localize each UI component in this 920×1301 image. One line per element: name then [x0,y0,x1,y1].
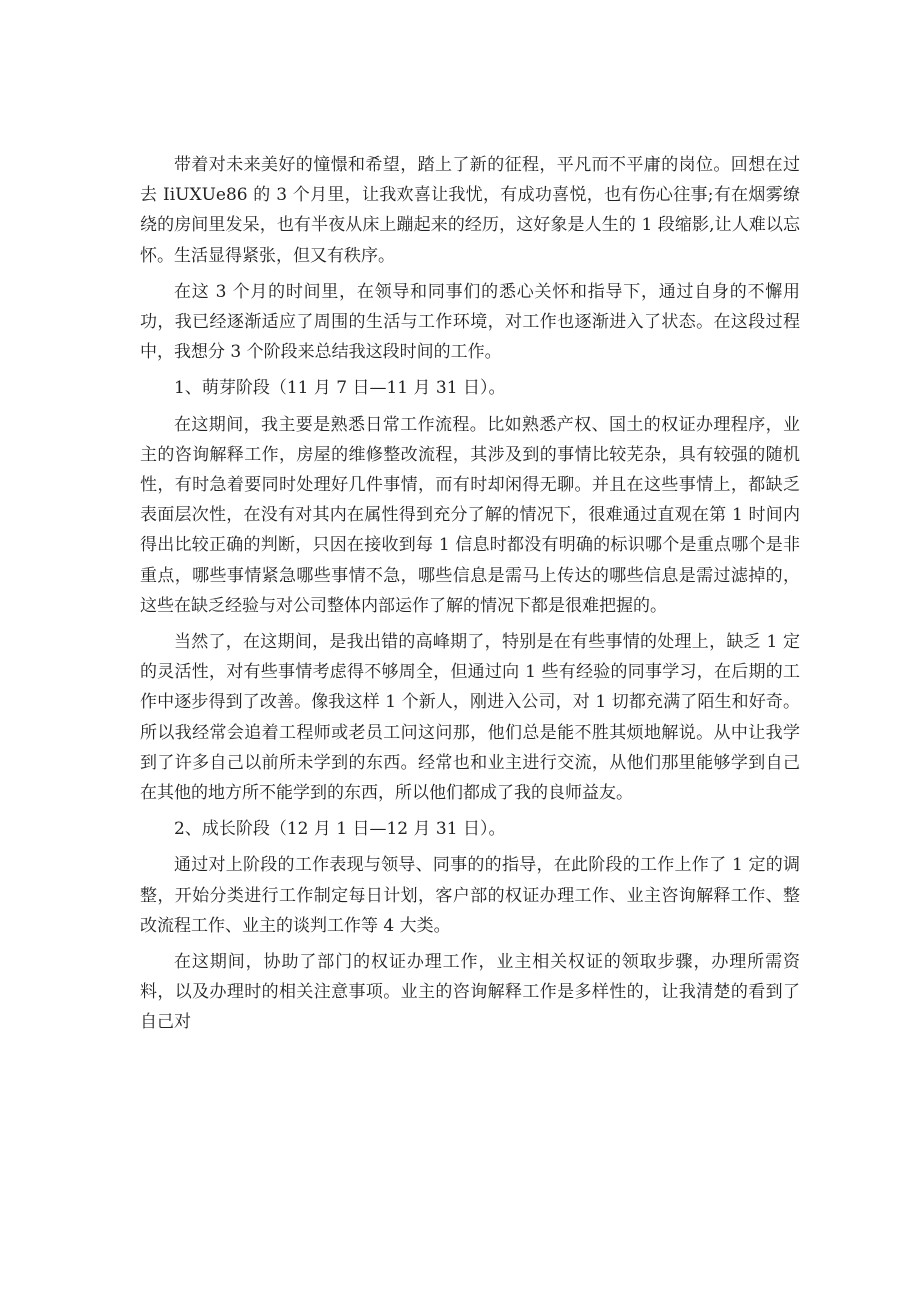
paragraph-growth-stage-work: 在这期间，协助了部门的权证办理工作，业主相关权证的领取步骤，办理所需资料，以及办理时的相关注意事项。业主的咨询解释工作是多样性的，让我清楚的看到了自己对 [140,952,800,1033]
paragraph-overview: 在这 3 个月的时间里，在领导和同事们的悉心关怀和指导下，通过自身的不懈用功，我已经逐渐适应了周围的生活与工作环境，对工作也逐渐进入了状态。在这段过程中，我想分 3 个阶段来总结我这段时间的工作。 [140,281,800,363]
section-heading-growth-stage: 2、成长阶段（12 月 1 日—12 月 31 日）。 [174,819,506,840]
paragraph-sprout-stage-work: 在这期间，我主要是熟悉日常工作流程。比如熟悉产权、国土的权证办理程序，业主的咨询解释工作，房屋的维修整改流程，其涉及到的事情比较芜杂，具有较强的随机性，有时急着要同时处理好几件事情，而有时却闲得无聊。并且在这些事情上，都缺乏表面层次性，在没有对其内在属性得到充分了解的情况下，很难通过直观在第 1 时间内得出比较正确的判断，只因在接收到每 1 信息时都没有明确的标识哪个是重点哪个是非重点，哪些事情紧急哪些事情不急，哪些信息是需马上传达的哪些信息是需过滤掉的，这些在缺乏经验与对公司整体内部运作了解的情况下都是很难把握的。 [140,414,800,616]
paragraph-intro: 带着对未来美好的憧憬和希望，踏上了新的征程，平凡而不平庸的岗位。回想在过去 IiUXUe86 的 3 个月里，让我欢喜让我忧，有成功喜悦，也有伤心往事;有在烟雾缭绕的房间里发呆，也有半夜从床上蹦起来的经历，这好象是人生的 1 段缩影,让人难以忘怀。生活显得紧张，但又有秩序。 [140,155,800,266]
section-heading-sprout-stage: 1、萌芽阶段（11 月 7 日—11 月 31 日）。 [174,378,506,399]
document-body [140,150,800,1044]
paragraph-growth-stage-adjustment: 通过对上阶段的工作表现与领导、同事的的指导，在此阶段的工作上作了 1 定的调整，开始分类进行工作制定每日计划，客户部的权证办理工作、业主咨询解释工作、整改流程工作、业主的谈判工作等 4 大类。 [140,855,800,936]
paragraph-sprout-stage-mistakes: 当然了，在这期间，是我出错的高峰期了，特别是在有些事情的处理上，缺乏 1 定的灵活性，对有些事情考虑得不够周全，但通过向 1 些有经验的同事学习，在后期的工作中逐步得到了改善。像我这样 1 个新人，刚进入公司，对 1 切都充满了陌生和好奇。所以我经常会追着工程师或老员工问这问那，他们总是能不胜其烦地解说。从中让我学到了许多自己以前所未学到的东西。经常也和业主进行交流，从他们那里能够学到自己在其他的地方所不能学到的东西，所以他们都成了我的良师益友。 [140,632,800,804]
